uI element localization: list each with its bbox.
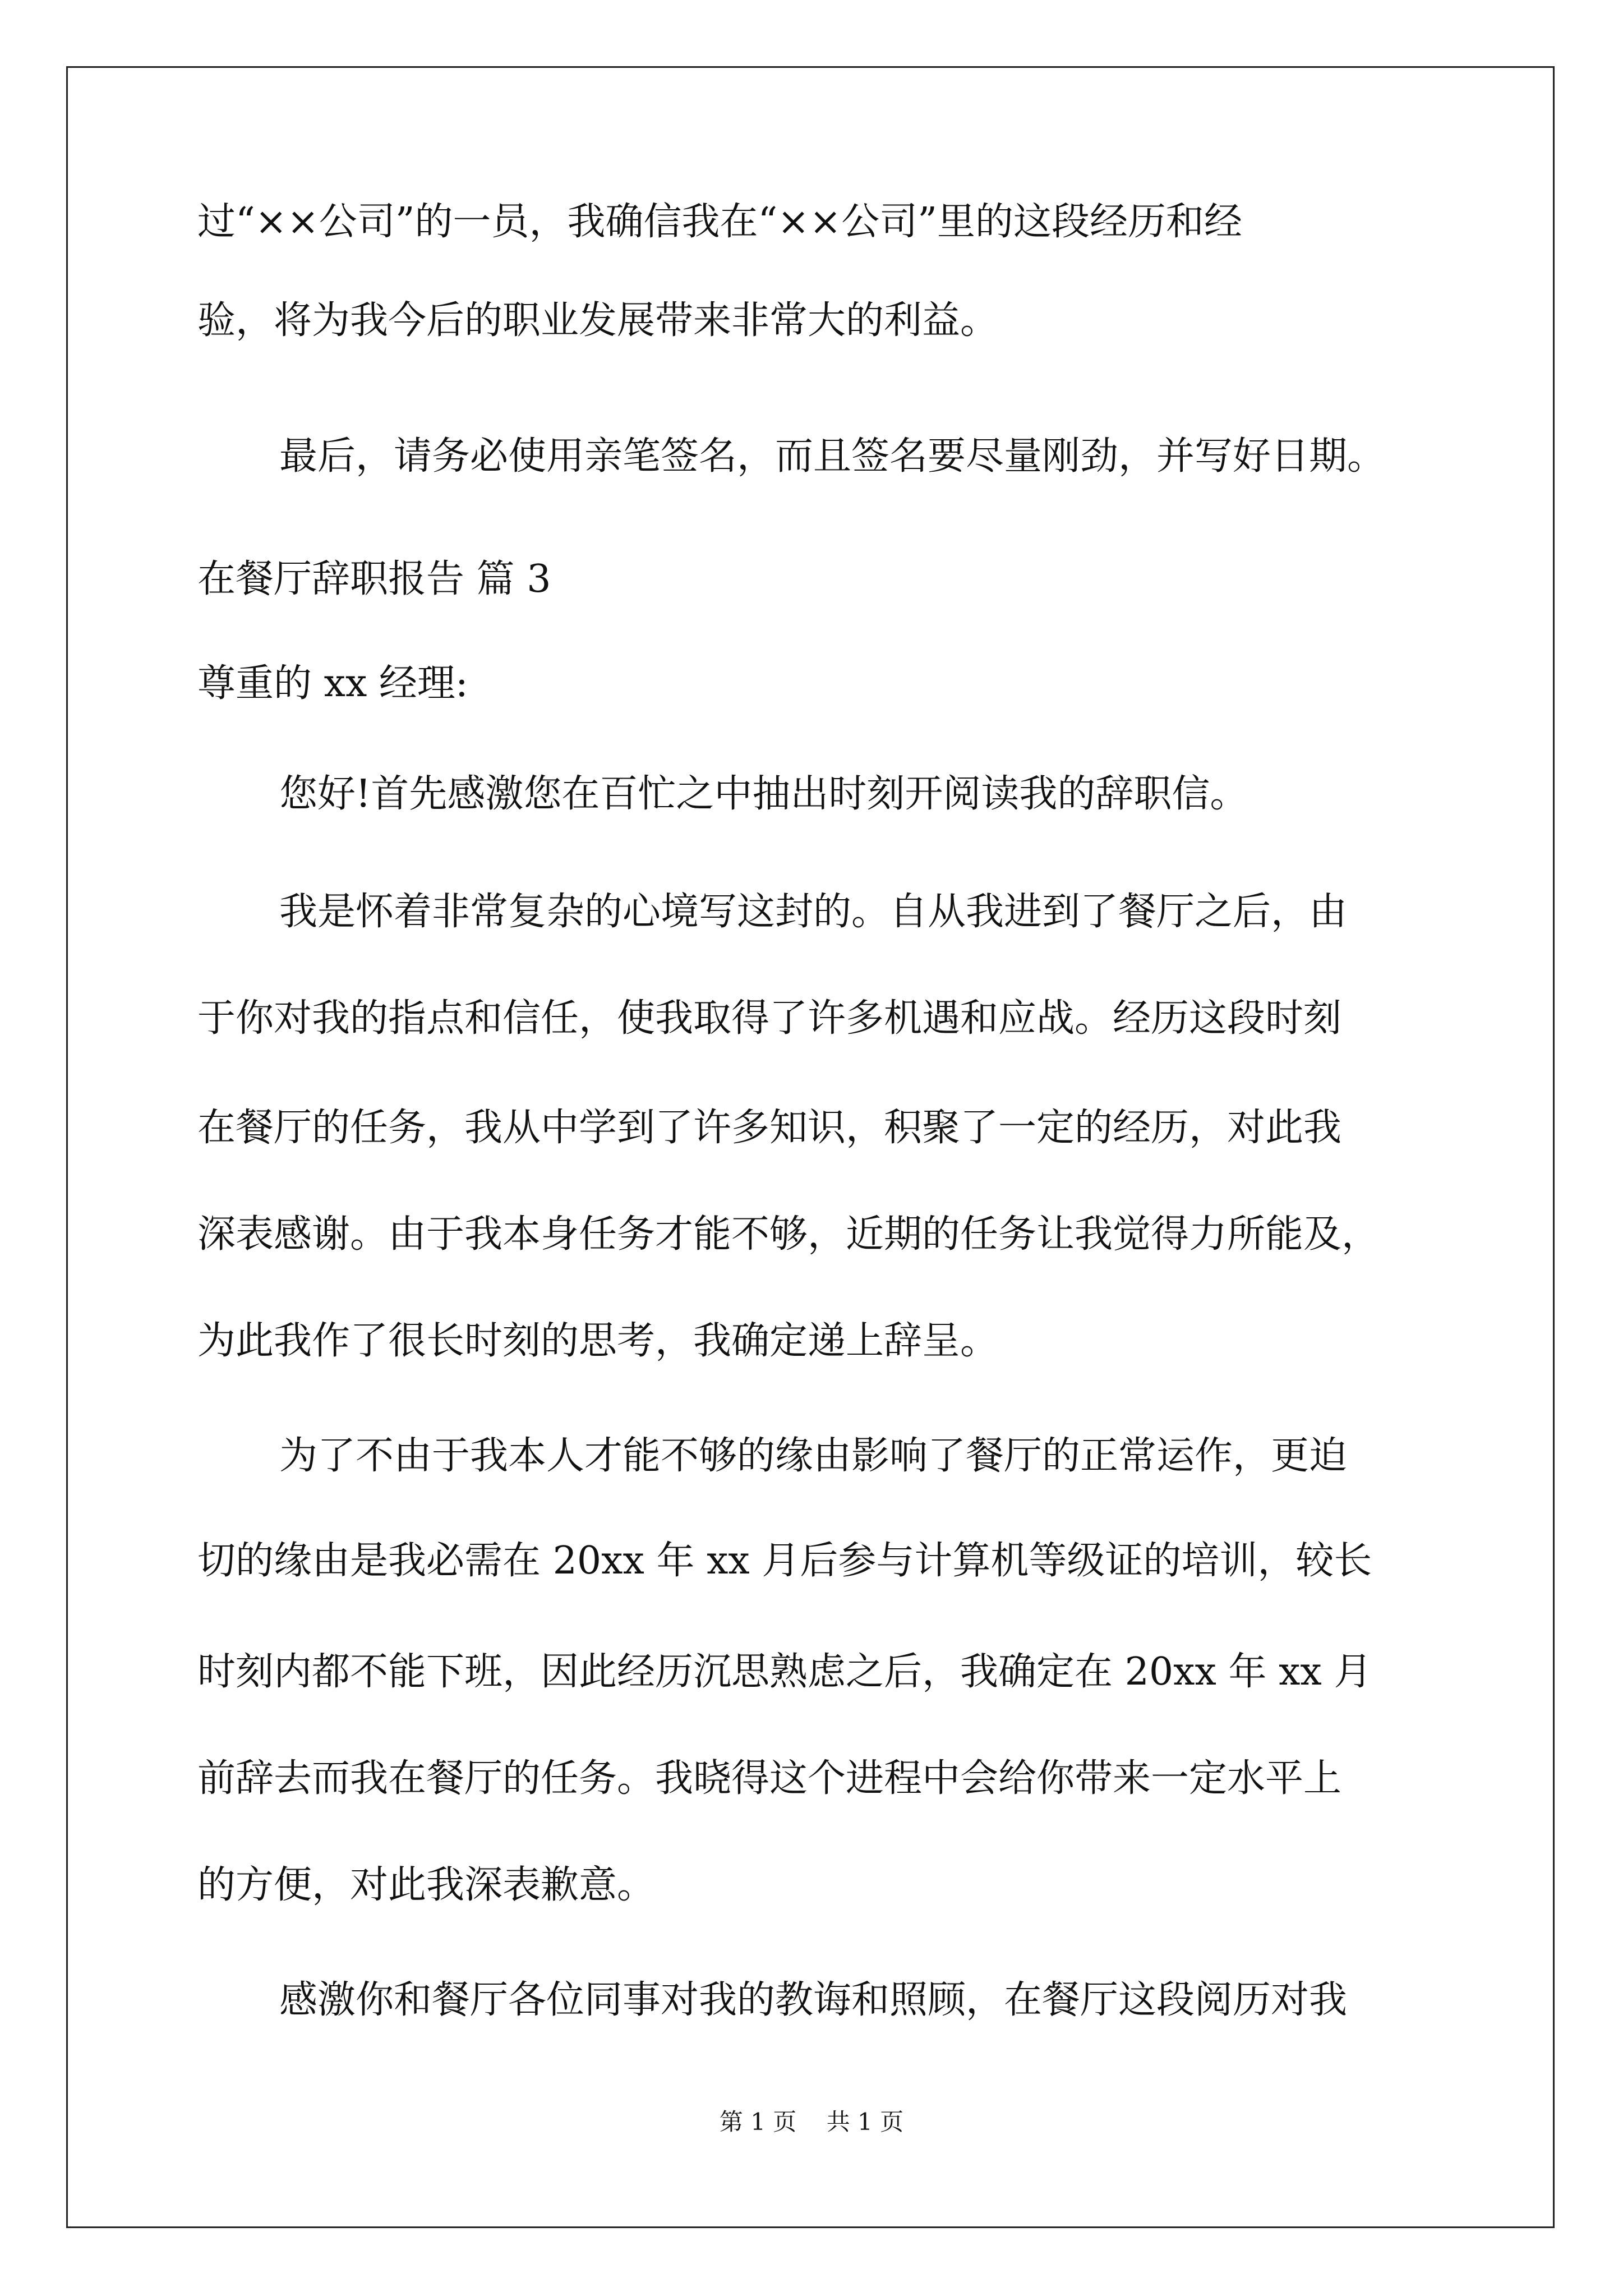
paragraph-line: 验，将为我今后的职业发展带来非常大的利益。: [197, 298, 999, 343]
paragraph-line: 过“××公司”的一员，我确信我在“××公司”里的这段经历和经: [197, 200, 1242, 244]
paragraph-line: 时刻内都不能下班，因此经历沉思熟虑之后，我确定在 20xx 年 xx 月: [197, 1650, 1372, 1694]
page-footer: 第 1 页 共 1 页: [719, 2108, 904, 2136]
section-heading: 在餐厅辞职报告 篇 3: [197, 557, 551, 601]
paragraph-line: 我是怀着非常复杂的心境写这封的。自从我进到了餐厅之后，由: [279, 890, 1348, 934]
paragraph-line: 于你对我的指点和信任，使我取得了许多机遇和应战。经历这段时刻: [197, 996, 1342, 1041]
paragraph-line: 为此我作了很长时刻的思考，我确定递上辞呈。: [197, 1319, 999, 1363]
paragraph-line: 深表感谢。由于我本身任务才能不够，近期的任务让我觉得力所能及，: [197, 1212, 1380, 1257]
paragraph-line: 最后，请务必使用亲笔签名，而且签名要尽量刚劲，并写好日期。: [279, 434, 1386, 478]
paragraph-line: 前辞去而我在餐厅的任务。我晓得这个进程中会给你带来一定水平上: [197, 1756, 1342, 1801]
paragraph-line: 的方便，对此我深表歉意。: [197, 1863, 656, 1907]
paragraph-line: 您好!首先感激您在百忙之中抽出时刻开阅读我的辞职信。: [279, 772, 1248, 816]
paragraph-line: 切的缘由是我必需在 20xx 年 xx 月后参与计算机等级证的培训，较长: [197, 1539, 1372, 1583]
paragraph-line: 为了不由于我本人才能不够的缘由影响了餐厅的正常运作，更迫: [279, 1434, 1348, 1478]
paragraph-line: 感激你和餐厅各位同事对我的教诲和照顾，在餐厅这段阅历对我: [279, 1978, 1348, 2022]
paragraph-line: 在餐厅的任务，我从中学到了许多知识，积聚了一定的经历，对此我: [197, 1106, 1342, 1150]
salutation: 尊重的 xx 经理:: [197, 661, 468, 706]
